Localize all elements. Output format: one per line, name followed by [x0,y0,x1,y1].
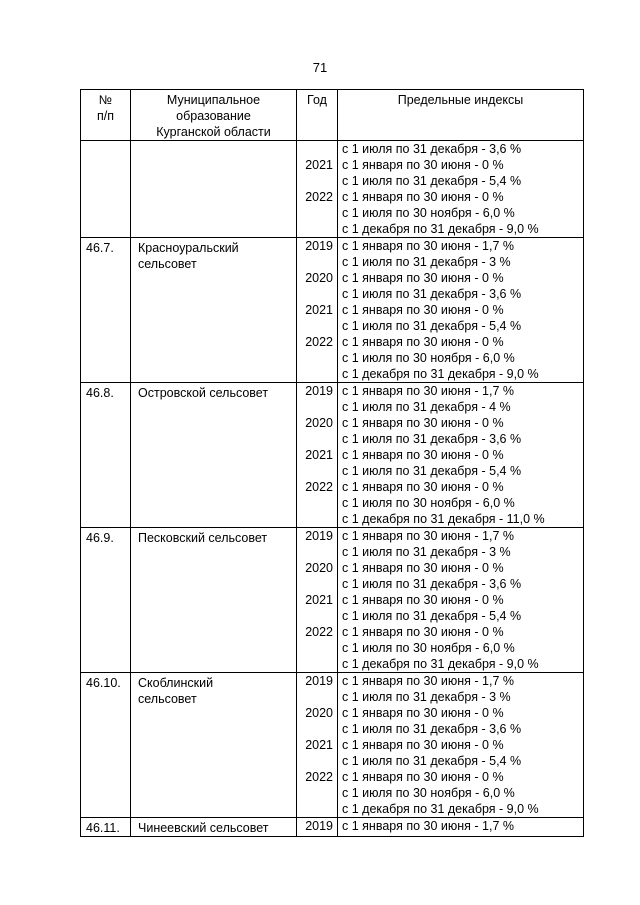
indices-cell [338,141,584,238]
municipality-name-line: Скоблинский [138,676,214,690]
row-number: 46.11. [81,818,131,837]
year-value [297,431,337,447]
year-value: 2020 [305,561,333,575]
row-number: 46.9. [81,528,131,673]
index-line: с 1 июля по 30 ноября - 6,0 % [342,206,515,220]
index-line: с 1 января по 30 июня - 0 % [342,158,504,172]
year-value: 2021 [305,303,333,317]
municipality-name-line: Красноуральский [138,241,239,255]
index-line: с 1 июля по 31 декабря - 3,6 % [342,577,522,591]
index-line: с 1 июля по 31 декабря - 3 % [342,690,511,704]
index-line: с 1 декабря по 31 декабря - 9,0 % [342,657,539,671]
municipality-name [131,673,297,818]
year-cell [297,238,338,383]
index-line: с 1 января по 30 июня - 1,7 % [342,819,514,833]
index-line: с 1 января по 30 июня - 0 % [342,625,504,639]
year-value [297,350,337,366]
year-value [297,753,337,769]
table-row [81,238,584,383]
table-header-row [81,90,584,141]
index-line: с 1 января по 30 июня - 0 % [342,190,504,204]
municipality-name-line: Песковский сельсовет [138,531,268,545]
year-value: 2022 [305,190,333,204]
year-value: 2022 [305,625,333,639]
year-value [297,205,337,221]
page-number: 71 [312,60,328,75]
index-line: с 1 января по 30 июня - 0 % [342,770,504,784]
index-line: с 1 декабря по 31 декабря - 9,0 % [342,222,539,236]
year-value: 2020 [305,416,333,430]
year-value [297,608,337,624]
year-value: 2019 [305,819,333,833]
year-value: 2021 [305,738,333,752]
year-value: 2022 [305,770,333,784]
year-value [297,576,337,592]
year-value [297,318,337,334]
row-number: 46.10. [81,673,131,818]
index-line: с 1 июля по 31 декабря - 3,6 % [342,142,522,156]
header-municipality-line: образование [176,109,251,123]
year-cell [297,383,338,528]
index-line: с 1 января по 30 июня - 0 % [342,480,504,494]
indices-cell [338,383,584,528]
index-line: с 1 января по 30 июня - 0 % [342,738,504,752]
index-line: с 1 июля по 31 декабря - 3 % [342,545,511,559]
row-number: 46.8. [81,383,131,528]
year-value: 2019 [305,529,333,543]
indices-table [80,89,584,837]
year-value [297,463,337,479]
year-value [297,801,337,817]
index-line: с 1 июля по 31 декабря - 4 % [342,400,511,414]
year-value [297,689,337,705]
year-value [297,221,337,237]
year-cell [297,528,338,673]
index-line: с 1 июля по 30 ноября - 6,0 % [342,351,515,365]
year-value [297,366,337,382]
indices-cell [338,818,584,837]
table-row [81,141,584,238]
year-value: 2019 [305,674,333,688]
header-year: Год [297,90,338,141]
header-municipality [131,90,297,141]
year-value: 2019 [305,239,333,253]
header-indices: Предельные индексы [338,90,584,141]
year-value: 2021 [305,593,333,607]
index-line: с 1 января по 30 июня - 0 % [342,593,504,607]
municipality-name [131,141,297,238]
municipality-name [131,383,297,528]
year-value: 2019 [305,384,333,398]
year-value [297,173,337,189]
index-line: с 1 января по 30 июня - 0 % [342,561,504,575]
index-line: с 1 июля по 31 декабря - 3,6 % [342,432,522,446]
index-line: с 1 июля по 31 декабря - 5,4 % [342,319,522,333]
municipality-name-line: Островской сельсовет [138,386,269,400]
index-line: с 1 июля по 31 декабря - 3,6 % [342,287,522,301]
row-number [81,141,131,238]
year-cell [297,141,338,238]
header-municipality-line: Муниципальное [166,93,261,107]
index-line: с 1 июля по 31 декабря - 5,4 % [342,754,522,768]
index-line: с 1 января по 30 июня - 1,7 % [342,384,514,398]
year-value: 2021 [305,158,333,172]
index-line: с 1 января по 30 июня - 1,7 % [342,239,514,253]
table-row [81,528,584,673]
index-line: с 1 июля по 31 декабря - 3 % [342,255,511,269]
year-value [297,785,337,801]
index-line: с 1 декабря по 31 декабря - 9,0 % [342,802,539,816]
year-value: 2020 [305,706,333,720]
index-line: с 1 декабря по 31 декабря - 9,0 % [342,367,539,381]
year-value [297,141,337,157]
year-value: 2022 [305,335,333,349]
year-value: 2020 [305,271,333,285]
index-line: с 1 января по 30 июня - 0 % [342,416,504,430]
index-line: с 1 июля по 30 ноября - 6,0 % [342,786,515,800]
indices-cell [338,528,584,673]
municipality-name-line: сельсовет [138,257,197,271]
index-line: с 1 июля по 31 декабря - 5,4 % [342,174,522,188]
municipality-name [131,528,297,673]
index-line: с 1 января по 30 июня - 0 % [342,706,504,720]
municipality-name [131,238,297,383]
header-municipality-line: Курганской области [156,125,271,139]
year-value [297,640,337,656]
indices-cell [338,673,584,818]
index-line: с 1 января по 30 июня - 0 % [342,271,504,285]
table-body [81,141,584,837]
year-value [297,254,337,270]
index-line: с 1 июля по 30 ноября - 6,0 % [342,641,515,655]
municipality-name [131,818,297,837]
index-line: с 1 января по 30 июня - 0 % [342,335,504,349]
table-row [81,818,584,837]
year-cell [297,673,338,818]
index-line: с 1 января по 30 июня - 1,7 % [342,529,514,543]
index-line: с 1 июля по 31 декабря - 5,4 % [342,464,522,478]
year-value: 2021 [305,448,333,462]
municipality-name-line: Чинеевский сельсовет [138,821,269,835]
indices-cell [338,238,584,383]
year-value [297,656,337,672]
header-num [81,90,131,141]
year-value [297,511,337,527]
year-cell [297,818,338,837]
table-row [81,383,584,528]
year-value [297,544,337,560]
municipality-name-line: сельсовет [138,692,197,706]
header-num-line: п/п [96,109,114,123]
index-line: с 1 декабря по 31 декабря - 11,0 % [342,512,545,526]
row-number: 46.7. [81,238,131,383]
index-line: с 1 июля по 30 ноября - 6,0 % [342,496,515,510]
index-line: с 1 января по 30 июня - 0 % [342,303,504,317]
year-value [297,495,337,511]
year-value [297,286,337,302]
year-value [297,399,337,415]
year-value: 2022 [305,480,333,494]
table-row [81,673,584,818]
index-line: с 1 января по 30 июня - 0 % [342,448,504,462]
index-line: с 1 июля по 31 декабря - 3,6 % [342,722,522,736]
index-line: с 1 января по 30 июня - 1,7 % [342,674,514,688]
header-num-line: № [98,93,113,107]
index-line: с 1 июля по 31 декабря - 5,4 % [342,609,522,623]
year-value [297,721,337,737]
